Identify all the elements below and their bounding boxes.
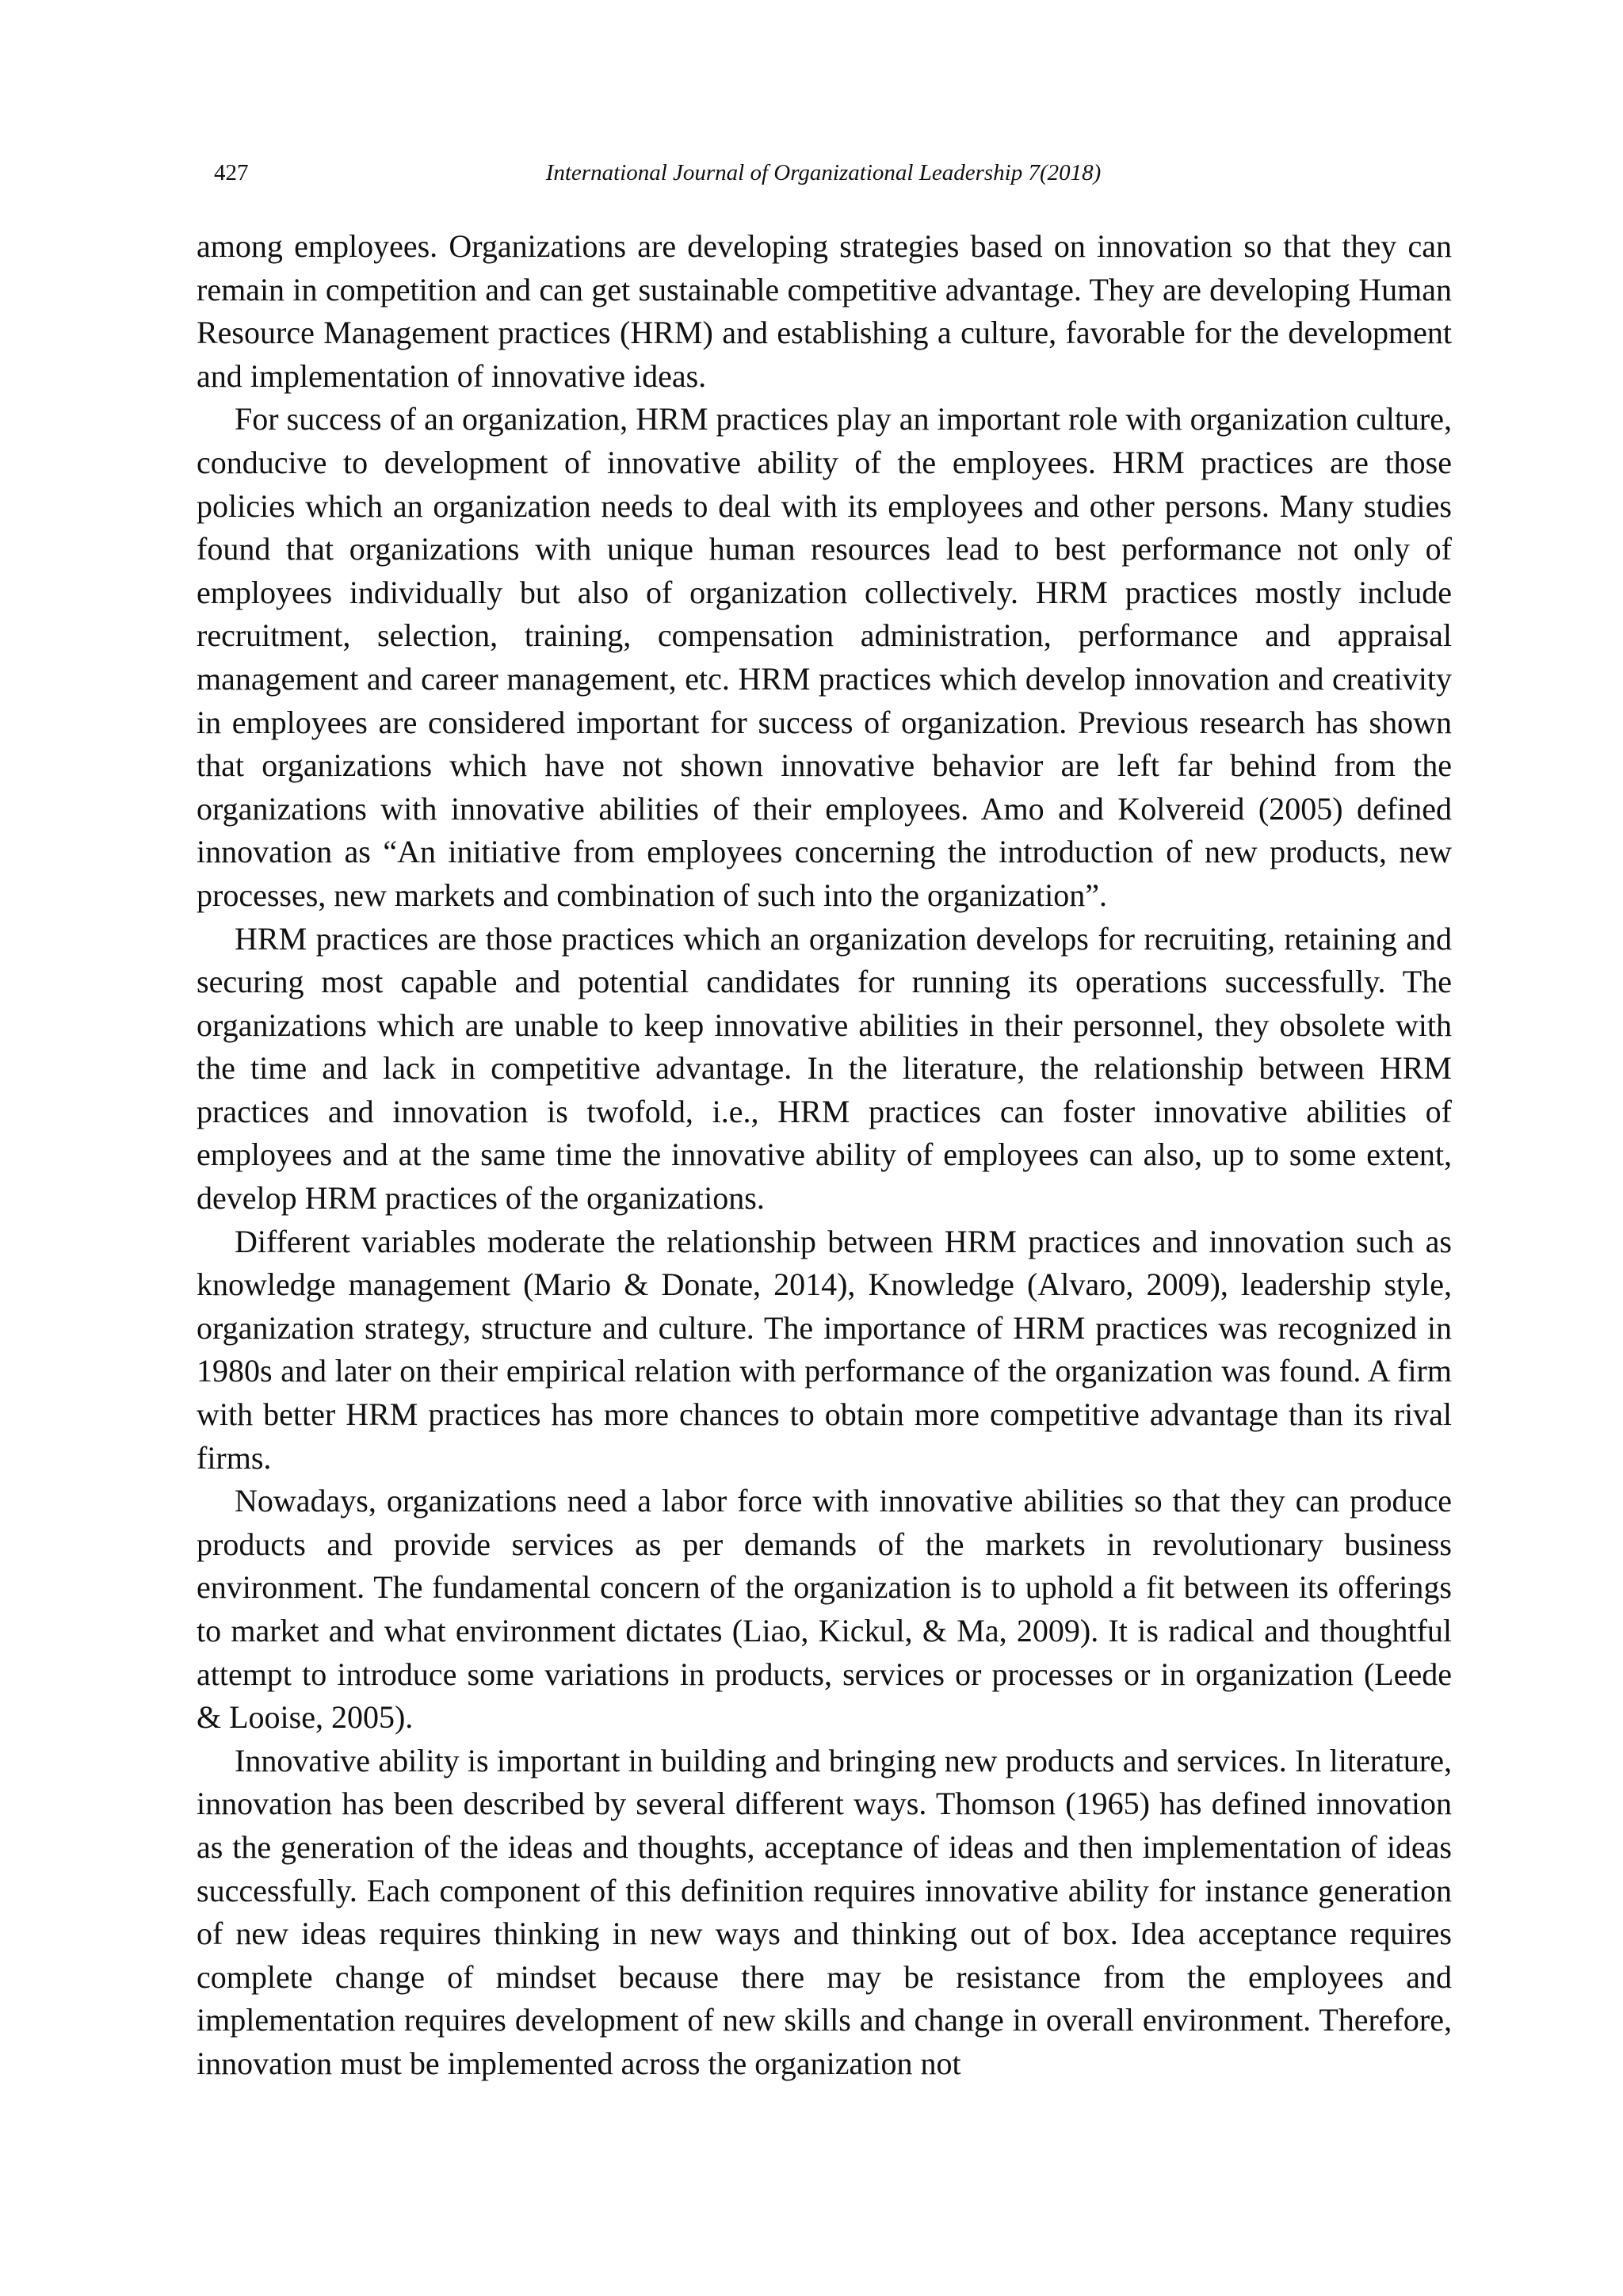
paragraph-continued: among employees. Organizations are developing strategies based on innovation so that they can remain in competition and can get sustainable competitive advantage. They are developing Human Resource Management practices (HRM) and establishing a culture, favorable for the development and implementation of innovative ideas. — [197, 228, 1452, 394]
journal-title: International Journal of Organizational Leadership 7(2018) — [545, 160, 1102, 185]
paragraph-hrm-success: For success of an organization, HRM practices play an important role with organization culture, conducive to development of innovative ability of the employees. HRM practices are those policies which an organization needs to deal with its employees and other persons. Many studies found that organizations with unique human resources lead to best performance not only of employees individually but also of organization collectively. HRM practices mostly include recruitment, selection, training, compensation administration, performance and appraisal management and career management, etc. HRM practices which develop innovation and creativity in employees are considered important for success of organization. Previous research has shown that organizations which have not shown innovative behavior are left far behind from the organizations with innovative abilities of their employees. Amo and Kolvereid (2005) defined innovation as “An initiative from employees concerning the introduction of new products, new processes, new markets and combination of such into the organization”. — [197, 401, 1452, 913]
paragraph-innovative-ability: Innovative ability is important in building and bringing new products and services. In literature, innovation has been described by several different ways. Thomson (1965) has defined innovation as the generation of the ideas and thoughts, acceptance of ideas and then implementation of ideas successfully. Each component of this definition requires innovative ability for instance generation of new ideas requires thinking in new ways and thinking out of box. Idea acceptance requires complete change of mindset because there may be resistance from the employees and implementation requires development of new skills and change in overall environment. Therefore, innovation must be implemented across the organization not — [197, 1742, 1452, 2081]
running-header — [197, 155, 1450, 190]
page-number: 427 — [214, 160, 249, 185]
article-body — [197, 225, 1452, 2086]
paragraph-labor-force: Nowadays, organizations need a labor force with innovative abilities so that they can produce products and provide services as per demands of the markets in revolutionary business environment. The fundamental concern of the organization is to uphold a fit between its offerings to market and what environment dictates (Liao, Kickul, & Ma, 2009). It is radical and thoughtful attempt to introduce some variations in products, services or processes or in organization (Leede & Looise, 2005). — [197, 1483, 1452, 1736]
paragraph-hrm-definition: HRM practices are those practices which an organization develops for recruiting, retaining and securing most capable and potential candidates for running its operations successfully. The organizations which are unable to keep innovative abilities in their personnel, they obsolete with the time and lack in competitive advantage. In the literature, the relationship between HRM practices and innovation is twofold, i.e., HRM practices can foster innovative abilities of employees and at the same time the innovative ability of employees can also, up to some extent, develop HRM practices of the organizations. — [197, 920, 1452, 1217]
paragraph-moderating-variables: Different variables moderate the relationship between HRM practices and innovation such as knowledge management (Mario & Donate, 2014), Knowledge (Alvaro, 2009), leadership style, organization strategy, structure and culture. The importance of HRM practices was recognized in 1980s and later on their empirical relation with performance of the organization was found. A firm with better HRM practices has more chances to obtain more competitive advantage than its rival firms. — [197, 1223, 1452, 1476]
